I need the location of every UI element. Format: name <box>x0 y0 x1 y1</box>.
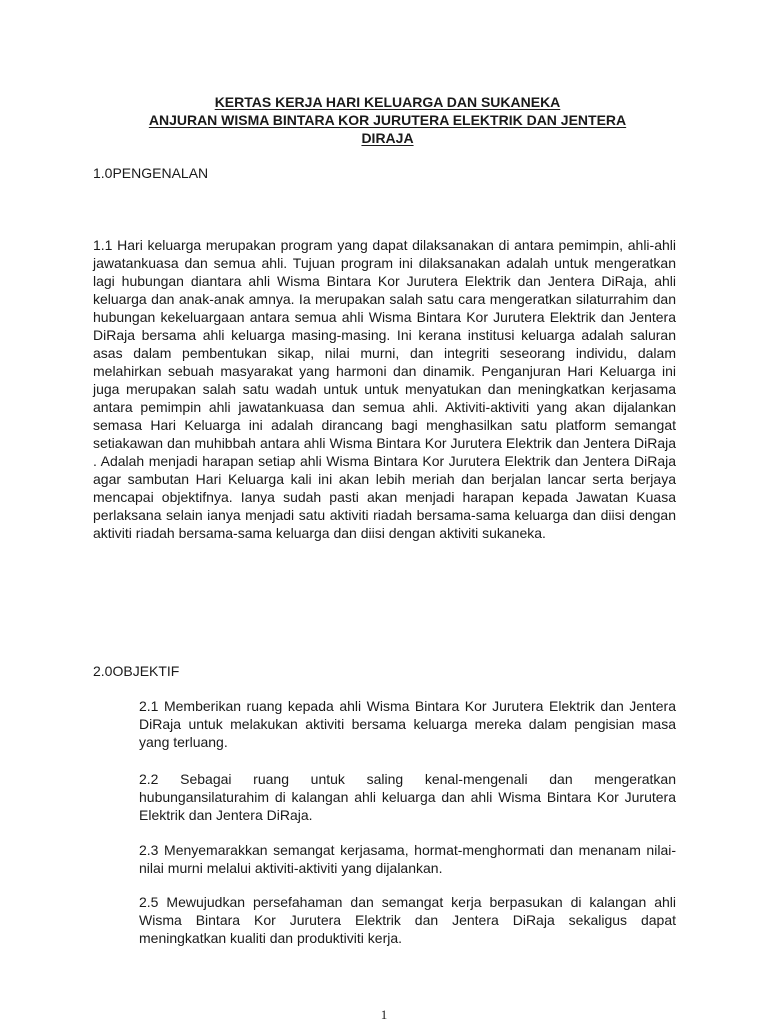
document-title <box>100 93 675 147</box>
objective-item-2-1: 2.1 Memberikan ruang kepada ahli Wisma Bintara Kor Jurutera Elektrik dan Jentera DiRaja untuk melakukan aktiviti bersama keluarga mereka dalam pengisian masa yang terluang. <box>139 698 676 750</box>
section-heading-pengenalan: 1.0PENGENALAN <box>93 165 209 181</box>
intro-paragraph: 1.1 Hari keluarga merupakan program yang dapat dilaksanakan di antara pemimpin, ahli-ahli jawatankuasa dan semua ahli. Tujuan program ini dilaksanakan adalah untuk mengeratkan lagi hubungan diantara ahli Wisma Bintara Kor Jurutera Elektrik dan Jentera DiRaja, ahli keluarga dan anak-anak amnya. Ia merupakan salah satu cara mengeratkan silaturrahim dan hubungan kekeluargaan antara semua ahli Wisma Bintara Kor Jurutera Elektrik dan Jentera DiRaja bersama ahli keluarga masing-masing. Ini kerana institusi keluarga adalah saluran asas dalam pembentukan sikap, nilai murni, dan integriti seseorang individu, dalam melahirkan sebuah masyarakat yang harmoni dan dinamik. Penganjuran Hari Keluarga ini juga merupakan salah satu wadah untuk untuk menyatukan dan meningkatkan kerjasama antara pemimpin ahli jawatankuasa dan semua ahli. Aktiviti-aktiviti yang akan dijalankan semasa Hari Keluarga ini adalah dirancang bagi menghasilkan satu platform semangat setiakawan dan muhibbah antara ahli Wisma Bintara Kor Jurutera Elektrik dan Jentera DiRaja . Adalah menjadi harapan setiap ahli Wisma Bintara Kor Jurutera Elektrik dan Jentera DiRaja agar sambutan Hari Keluarga kali ini akan lebih meriah dan berjalan lancar serta berjaya mencapai objektifnya. Ianya sudah pasti akan menjadi harapan kepada Jawatan Kuasa perlaksana selain ianya menjadi satu aktiviti riadah bersama-sama keluarga dan diisi dengan aktiviti riadah bersama-sama keluarga dan diisi dengan aktiviti sukaneka. <box>93 237 676 541</box>
objective-item-2-2: 2.2 Sebagai ruang untuk saling kenal-mengenali dan mengeratkan hubungansilaturahim di kalangan ahli keluarga dan ahli Wisma Bintara Kor Jurutera Elektrik dan Jentera DiRaja. <box>139 771 676 823</box>
section-heading-objektif: 2.0OBJEKTIF <box>93 663 180 679</box>
title-line-3: DIRAJA <box>361 130 414 146</box>
title-line-2: ANJURAN WISMA BINTARA KOR JURUTERA ELEKTRIK DAN JENTERA <box>148 112 627 128</box>
title-line-1: KERTAS KERJA HARI KELUARGA DAN SUKANEKA <box>214 94 561 110</box>
page-number: 1 <box>380 1007 388 1022</box>
objective-item-2-3: 2.3 Menyemarakkan semangat kerjasama, hormat-menghormati dan menanam nilai-nilai murni melalui aktiviti-aktiviti yang dijalankan. <box>139 842 676 876</box>
objective-item-2-5: 2.5 Mewujudkan persefahaman dan semangat kerja berpasukan di kalangan ahli Wisma Bintara Kor Jurutera Elektrik dan Jentera DiRaja sekaligus dapat meningkatkan kualiti dan produktiviti kerja. <box>139 894 676 946</box>
